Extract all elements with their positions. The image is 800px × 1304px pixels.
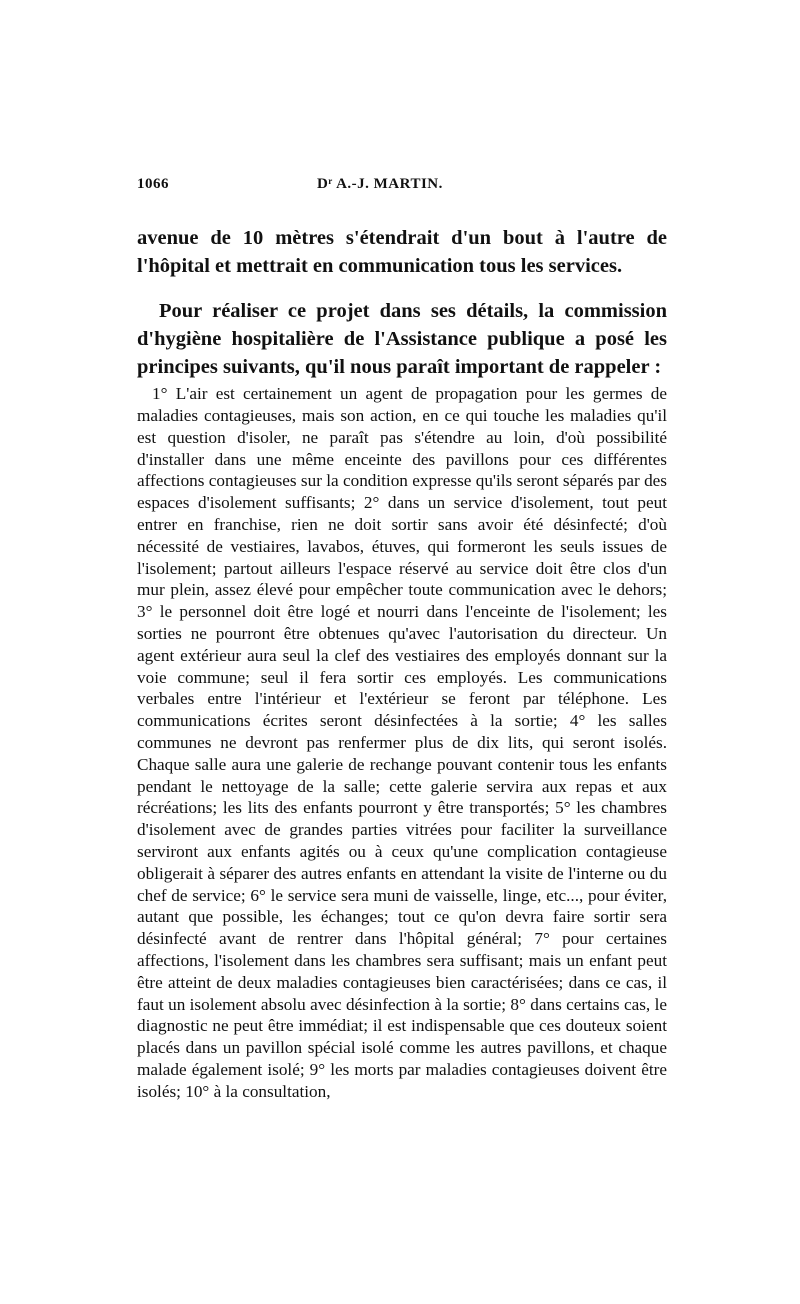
running-head: [137, 176, 667, 198]
paragraph-intro: Pour réaliser ce projet dans ses détails, la commission d'hygiène hospitalière de l'Assistance publique a posé les principes suivants, qu'il nous paraît important de rappeler :: [137, 299, 667, 378]
paragraph-principles: 1° L'air est certainement un agent de propagation pour les germes de maladies contagieuses, mais son action, en ce qui touche les maladies qu'il est question d'isoler, ne paraît pas s'étendre au loin, d'où possibilité d'installer dans une même enceinte des pavillons pour ces différentes affections contagieuses sur la condition expresse qu'ils seront séparés par des espaces d'isolement suffisants; 2° dans un service d'isolement, tout peut entrer en franchise, rien ne doit sortir sans avoir été désinfecté; d'où nécessité de vestiaires, lavabos, étuves, qui formeront les seuls issues de l'isolement; partout ailleurs l'espace réservé au service doit être clos d'un mur plein, assez élevé pour empêcher toute communication avec le dehors; 3° le personnel doit être logé et nourri dans l'enceinte de l'isolement; les sorties ne pourront être obtenues qu'avec l'autorisation du directeur. Un agent extérieur aura seul la clef des vestiaires des employés donnant sur la voie commune; seul il fera sortir ces employés. Les communications verbales entre l'intérieur et l'extérieur se feront par téléphone. Les communications écrites seront désinfectées à la sortie; 4° les salles communes ne devront pas renfermer plus de dix lits, qui seront isolés. Chaque salle aura une galerie de rechange pouvant contenir tous les enfants pendant le nettoyage de la salle; cette galerie servira aux repas et aux récréations; les lits des enfants pourront y être transportés; 5° les chambres d'isolement avec de grandes parties vitrées pour faciliter la surveillance serviront aux enfants agités ou à ceux qu'une complication contagieuse obligerait à séparer des autres enfants en attendant la visite de l'interne ou du chef de service; 6° le service sera muni de vaisselle, linge, etc..., pour éviter, autant que possible, les échanges; tout ce qu'on devra faire sortir sera désinfecté avant de rentrer dans l'hôpital général; 7° pour certaines affections, l'isolement dans les chambres sera suffisant; mais un enfant peut être atteint de deux maladies contagieuses bien caractérisées; dans ce cas, il faut un isolement absolu avec désinfection à la sortie; 8° dans certains cas, le diagnostic ne peut être immédiat; il est indispensable que ces douteux soient placés dans un pavillon spécial isolé comme les autres pavillons, et chaque malade également isolé; 9° les morts par maladies contagieuses doivent être isolés; 10° à la consultation,: [137, 384, 667, 1101]
page-number: 1066: [137, 176, 169, 192]
continued-paragraph: avenue de 10 mètres s'étendrait d'un bout à l'autre de l'hôpital et mettrait en communication tous les services.: [137, 226, 667, 277]
running-head-author: Dʳ A.-J. MARTIN.: [317, 176, 443, 192]
